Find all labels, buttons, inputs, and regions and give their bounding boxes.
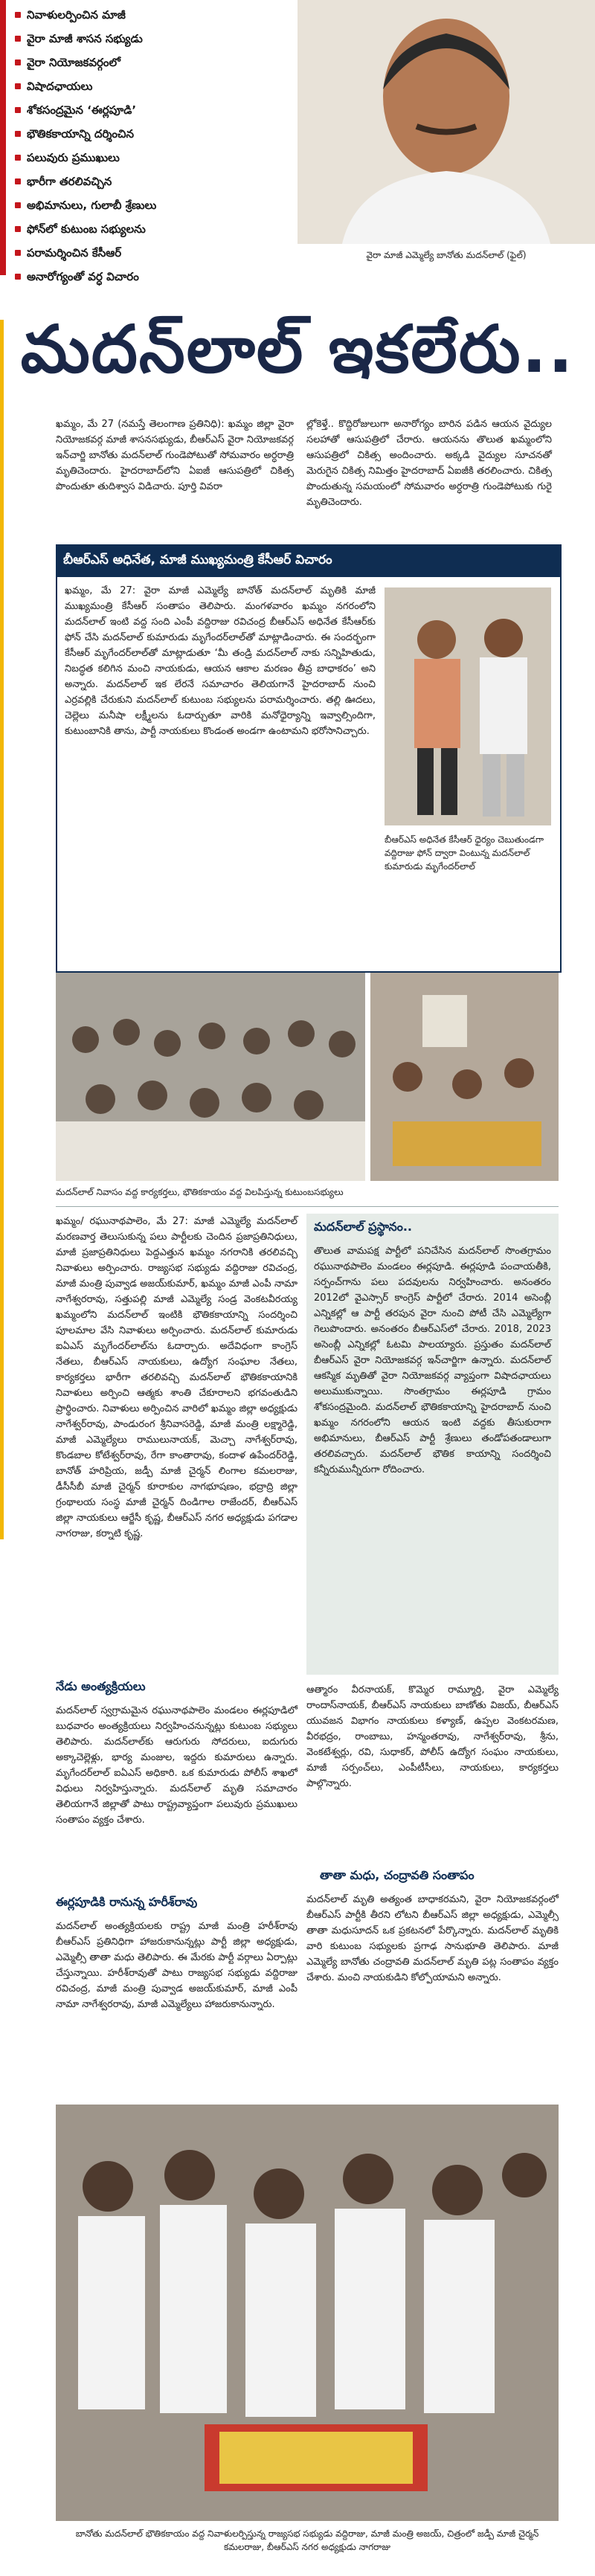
career-title: మదన్‌లాల్ ప్రస్థానం..	[314, 1220, 412, 1234]
condolence-text: మదన్‌లాల్ మృతి అత్యంత బాధాకరమని, వైరా నియోజకవర్గంలో బీఆర్‌ఎస్ పార్టీకి తీరని లోటని బీఆర్‌ఎస్ జిల్లా అధ్యక్షుడు, ఎమ్మెల్సీ తాతా మధుసూదన్ ఒక ప్రకటనలో పేర్కొన్నారు. మదన్‌లాల్ మృతికి వారి కుటుంబ సభ్యులకు ప్రగాఢ సానుభూతి తెలిపారు. మాజీ ఎమ్మెల్యే బానోతు చంద్రావతి మదన్‌లాల్ మృతి పట్ల సంతాపం వ్యక్తం చేశారు. మంచి నాయకుడిని కోల్పోయామని అన్నారు.	[306, 1894, 559, 1983]
funeral-title: నేడు అంత్యక్రియలు	[56, 1679, 146, 1693]
divider	[56, 1206, 559, 1207]
tribute-photo	[56, 2105, 559, 2521]
highlight-item: పలువురు ప్రముఖులు	[15, 149, 278, 167]
family-photo	[370, 973, 559, 1181]
highlight-item: అనారోగ్యంతో వర్ధ విచారం	[15, 268, 278, 286]
highlight-item: వైరా మాజీ శాసన సభ్యుడు	[15, 30, 278, 48]
tribute-photo-caption: బానోతు మదన్‌లాల్ భౌతికకాయం వద్ద నివాళులర్పిస్తున్న రాజ్యసభ సభ్యుడు వద్దిరాజు, మాజీ మంత్రి అజయ్, చిత్రంలో జడ్పీ మాజీ చైర్మన్ కమలరాజు, బీఆర్‌ఎస్ నగర అధ్యక్షుడు నాగరాజు	[75, 2528, 539, 2552]
portrait-caption: వైరా మాజీ ఎమ్మెల్యే బానోతు మదన్‌లాల్ (ఫైల్)	[366, 250, 527, 260]
career-section	[306, 1214, 559, 1675]
intro-column-right: ల్లోకెళ్తే.. కొద్దిరోజులుగా అనారోగ్యం బారిన పడిన ఆయన వైద్యుల సలహాతో ఆసుపత్రిలో చేరారు. ఆయనను తొలుత ఖమ్మంలోని ఆసుపత్రిలో చికిత్స అందించారు. అక్కడి వైద్యుల సూచనతో మెరుగైన చికిత్స నిమిత్తం హైదరాబాద్ ఏఐజీకి తరలించారు. చికిత్స పొందుతున్న సమయంలో సోమవారం అర్ధరాత్రి గుండెపోటుకు గురై మృతిచెందారు.	[306, 419, 552, 508]
harish-text: మదన్‌లాల్ అంత్యక్రియలకు రాష్ట్ర మాజీ మంత్రి హరీశ్‌రావు బీఆర్‌ఎస్ ప్రతినిధిగా హాజరుకానున్నట్లు పార్టీ జిల్లా అధ్యక్షుడు, ఎమ్మెల్సీ తాతా మధు తెలిపారు. ఈ మేరకు పార్టీ వర్గాలు ఏర్పాట్లు చేస్తున్నాయి. హరీశ్‌రావుతో పాటు రాజ్యసభ సభ్యుడు వద్దిరాజు రవిచంద్ర, మాజీ మంత్రి పువ్వాడ అజయ్‌కుమార్, మాజీ ఎంపీ నామా నాగేశ్వరరావు, మాజీ ఎమ్మెల్యేలు హాజరుకానున్నారు.	[56, 1921, 298, 2010]
highlight-item: శోకసంద్రమైన ‘ఈర్లపూడి’	[15, 101, 278, 119]
condolence-title: తాతా మధు, చంద్రావతి సంతాపం	[320, 1868, 475, 1882]
crowd-caption: మదన్‌లాల్ నివాసం వద్ద కార్యకర్తలు, భౌతికకాయం వద్ద విలపిస్తున్న కుటుంబసభ్యులు	[56, 1187, 344, 1197]
highlight-item: అభిమానులు, గులాబీ శ్రేణులు	[15, 196, 278, 214]
highlights-list	[0, 0, 283, 283]
funeral-text: మదన్‌లాల్ స్వగ్రామమైన రఘునాథపాలెం మండలం ఈర్లపూడిలో బుధవారం అంత్యక్రియలు నిర్వహించనున్నట్లు కుటుంబ సభ్యులు తెలిపారు. మదన్‌లాల్‌కు ఆరుగురు సోదరులు, ఐదుగురు అక్కాచెల్లెళ్లు, భార్య మంజుల, ఇద్దరు కుమారులు ఉన్నారు. మృగేందర్‌లాల్ ఐఏఎస్ అధికారి. ఒక కుమారుడు పోలీస్ శాఖలో విధులు నిర్వహిస్తున్నారు. మదన్‌లాల్ మృతి సమాచారం తెలియగానే జిల్లాతో పాటు రాష్ట్రవ్యాప్తంగా పలువురు ప్రముఖులు సంతాపం వ్యక్తం చేశారు.	[56, 1705, 298, 1826]
kcr-section-title: బీఆర్‌ఎస్ అధినేత, మాజీ ముఖ్యమంత్రి కేసీఆర్ విచారం	[56, 544, 562, 576]
highlight-item: ఫోన్‌లో కుటుంబ సభ్యులను	[15, 220, 278, 238]
highlight-item: విషాదఛాయలు	[15, 77, 278, 95]
highlight-item: పరామర్శించిన కేసీఆర్	[15, 244, 278, 262]
participants-text: ఆత్మారం వీరనాయక్, కొమ్మెర రామ్మూర్తి, వైరా ఎమ్మెల్యే రాందాస్‌నాయక్, బీఆర్‌ఎస్ నాయకులు బాణోతు విజయ్, బీఆర్‌ఎస్ యువజన విభాగం నాయకులు కళ్యాణ్, ఉప్పల వెంకటరమణ, వీరభద్రం, రాంబాబు, హన్మంతరావు, నాగేశ్వర్‌రావు, శ్రీను, వెంకటేశ్వర్లు, రవి, సుధాకర్, పోలీస్ ఉద్యోగ సంఘం నాయకులు, మాజీ సర్పంచ్‌లు, ఎంపీటీసీలు, నాయకులు, కార్యకర్తలు పాల్గొన్నారు.	[306, 1684, 559, 1789]
kcr-photo	[385, 587, 551, 825]
highlight-bar	[0, 320, 4, 1539]
tributes-article: ఖమ్మం/ రఘునాథపాలెం, మే 27: మాజీ ఎమ్మెల్యే మదన్‌లాల్ మరణవార్త తెలుసుకున్న పలు పార్టీలకు చెందిన ప్రజాప్రతినిధులు, మాజీ ప్రజాప్రతినిధులు పెద్దఎత్తున ఖమ్మం నగరానికి తరలివచ్చి నివాళులు అర్పించారు. రాజ్యసభ సభ్యుడు వద్దిరాజు రవిచంద్ర, మాజీ మంత్రి పువ్వాడ అజయ్‌కుమార్, ఖమ్మం మాజీ ఎంపీ నామా నాగేశ్వరరావు, సత్తుపల్లి మాజీ ఎమ్మెల్యే సండ్ర వెంకటవీరయ్య ఖమ్మంలోని మదన్‌లాల్ ఇంటికి భౌతికకాయాన్ని సందర్శించి పూలమాల వేసి నివాళులు అర్పించారు. మదన్‌లాల్ కుమారుడు ఐఏఎస్ మృగేందర్‌లాల్‌ను ఓదార్చారు. అదేవిధంగా కాంగ్రెస్ నేతలు, బీఆర్‌ఎస్ నాయకులు, ఉద్యోగ సంఘాల నేతలు, కార్యకర్తలు భారీగా తరలివచ్చి మదన్‌లాల్ భౌతికకాయానికి నివాళులు అర్పించి ఆత్మకు శాంతి చేకూరాలని భగవంతుడిని ప్రార్థించారు. నివాళులు అర్పించిన వారిలో ఖమ్మం జిల్లా అధ్యక్షుడు నాగేశ్వర్‌రావు, పాండురంగ శ్రీనివాసరెడ్డి, మాజీ మంత్రి లక్ష్మారెడ్డి, మాజీ ఎమ్మెల్యేలు రాములునాయక్, మెచ్చా నాగేశ్వర్‌రావు, కొండబాల కోటేశ్వర్‌రావు, రేగా కాంతారావు, కందాళ ఉపేందర్‌రెడ్డి, బానోత్ హరిప్రియ, జడ్పీ మాజీ చైర్మన్ లింగాల కమలరాజు, డీసీసీబీ మాజీ చైర్మన్ కూరాకుల నాగభూషణం, భద్రాద్రి జిల్లా గ్రంథాలయ సంస్థ మాజీ చైర్మన్ దిండిగాల రాజేందర్, బీఆర్‌ఎస్ జిల్లా నాయకులు ఆర్జేసీ కృష్ణ, బీఆర్ఎస్ నగర అధ్యక్షుడు పగడాల నాగరాజు, కర్నాటి కృష్ణ.	[56, 1216, 298, 1539]
highlight-item: నివాళులర్పించిన మాజీ	[15, 6, 278, 24]
harish-title: ఈర్లపూడికి రానున్న హరీశ్‌రావు	[56, 1895, 198, 1909]
career-text: తొలుత వామపక్ష పార్టీలో పనిచేసిన మదన్‌లాల్ సొంతగ్రామం రఘునాథపాలెం మండలం ఈర్లపూడి. ఈర్లపూడి పంచాయతీకి, సర్పంచ్‌గాను పలు పదవులను నిర్వహించారు. అనంతరం 2012లో వైఎస్సార్ కాంగ్రెస్ పార్టీలో చేరారు. 2014 అసెంబ్లీ ఎన్నికల్లో ఆ పార్టీ తరపున వైరా నుంచి పోటీ చేసి ఎమ్మెల్యేగా గెలుపొందారు. అనంతరం బీఆర్‌ఎస్‌లో చేరారు. 2018, 2023 అసెంబ్లీ ఎన్నికల్లో ఓటమి పాలయ్యారు. ప్రస్తుతం మదన్‌లాల్ బీఆర్‌ఎస్ వైరా నియోజకవర్గ ఇన్‌చార్జిగా ఉన్నారు. మదన్‌లాల్ ఆకస్మిక మృతితో వైరా నియోజకవర్గ వ్యాప్తంగా విషాదఛాయలు అలుముకున్నాయి. సొంతగ్రామం ఈర్లపూడి గ్రామం శోకసంద్రమైంది. మదన్‌లాల్ భౌతికకాయాన్ని హైదరాబాద్ నుంచి ఖమ్మం నగరంలోని ఆయన ఇంటి వద్దకు తీసుకురాగా అభిమానులు, బీఆర్‌ఎస్ పార్టీ శ్రేణులు తండోపతండాలుగా తరలివచ్చారు. మదన్‌లాల్ భౌతిక కాయాన్ని సందర్శించి కన్నీరుమున్నీరుగా రోదించారు.	[314, 1246, 551, 1475]
kcr-section	[56, 576, 562, 973]
highlight-item: భౌతికకాయాన్ని దర్శించిన	[15, 125, 278, 143]
highlight-item: వైరా నియోజకవర్గంలో	[15, 54, 278, 71]
portrait-photo	[298, 0, 595, 244]
highlight-item: భారీగా తరలివచ్చిన	[15, 173, 278, 190]
intro-column-left: ఖమ్మం, మే 27 (నమస్తే తెలంగాణ ప్రతినిధి): ఖమ్మం జిల్లా వైరా నియోజకవర్గ మాజీ శాసనసభ్యుడు, బీఆర్‌ఎస్ వైరా నియోజకవర్గ ఇన్‌చార్జి బానోతు మదన్‌లాల్ గుండెపోటుతో సోమవారం అర్ధరాత్రి మృతిచెందారు. హైదరాబాద్‌లోని ఏఐజీ ఆసుపత్రిలో చికిత్స పొందుతూ తుదిశ్వాస విడిచారు. పూర్తి వివరా	[56, 419, 294, 492]
supporters-photo	[56, 973, 365, 1181]
kcr-photo-caption: బీఆర్‌ఎస్ అధినేత కేసీఆర్ ధైర్యం చెబుతుండగా వద్దిరాజు ఫోన్ ద్వారా వింటున్న మదన్‌లాల్ కుమారుడు మృగేందర్‌లాల్	[385, 834, 544, 872]
kcr-text: ఖమ్మం, మే 27: వైరా మాజీ ఎమ్మెల్యే బానోత్ మదన్‌లాల్ మృతికి మాజీ ముఖ్యమంత్రి కేసీఆర్ సంతాపం తెలిపారు. మంగళవారం ఖమ్మం నగరంలోని మదన్‌లాల్ ఇంటి వద్ద సంది ఎంపీ వద్దిరాజు రవిచంద్ర బీఆర్‌ఎస్ అధినేత కేసీఆర్‌కు ఫోన్ చేసి మదన్‌లాల్ కుమారుడు మృగేందర్‌లాల్‌తో మాట్లాడించారు. ఈ సందర్భంగా కేసీఆర్ మృగేందర్‌లాల్‌తో మాట్లాడుతూ ‘మీ తండ్రి మదన్‌లాల్ నాకు సన్నిహితుడు, నిబద్ధత కలిగిన మంచి నాయకుడు, ఆయన ఆకాల మరణం తీవ్ర బాధాకరం’ అని అన్నారు. మదన్‌లాల్ ఇక లేరనే సమాచారం తెలియగానే హైదరాబాద్ నుంచి ఎర్రవల్లికి చేరుకుని మదన్‌లాల్ కుటుంబ సభ్యులను పరామర్శించారు. తల్లి ఊదలు, చెల్లెలు మనీషా లక్ష్మీలను ఓదార్చుతూ వారికి మనోధైర్యాన్ని ఇవ్వాల్సిందిగా, కుటుంబానికి తాను, పార్టీ నాయకులు కొండంత అండగా ఉంటామని భరోసానిచ్చారు.	[65, 585, 376, 737]
headline: మదన్‌లాల్ ఇకలేరు..	[20, 311, 575, 387]
